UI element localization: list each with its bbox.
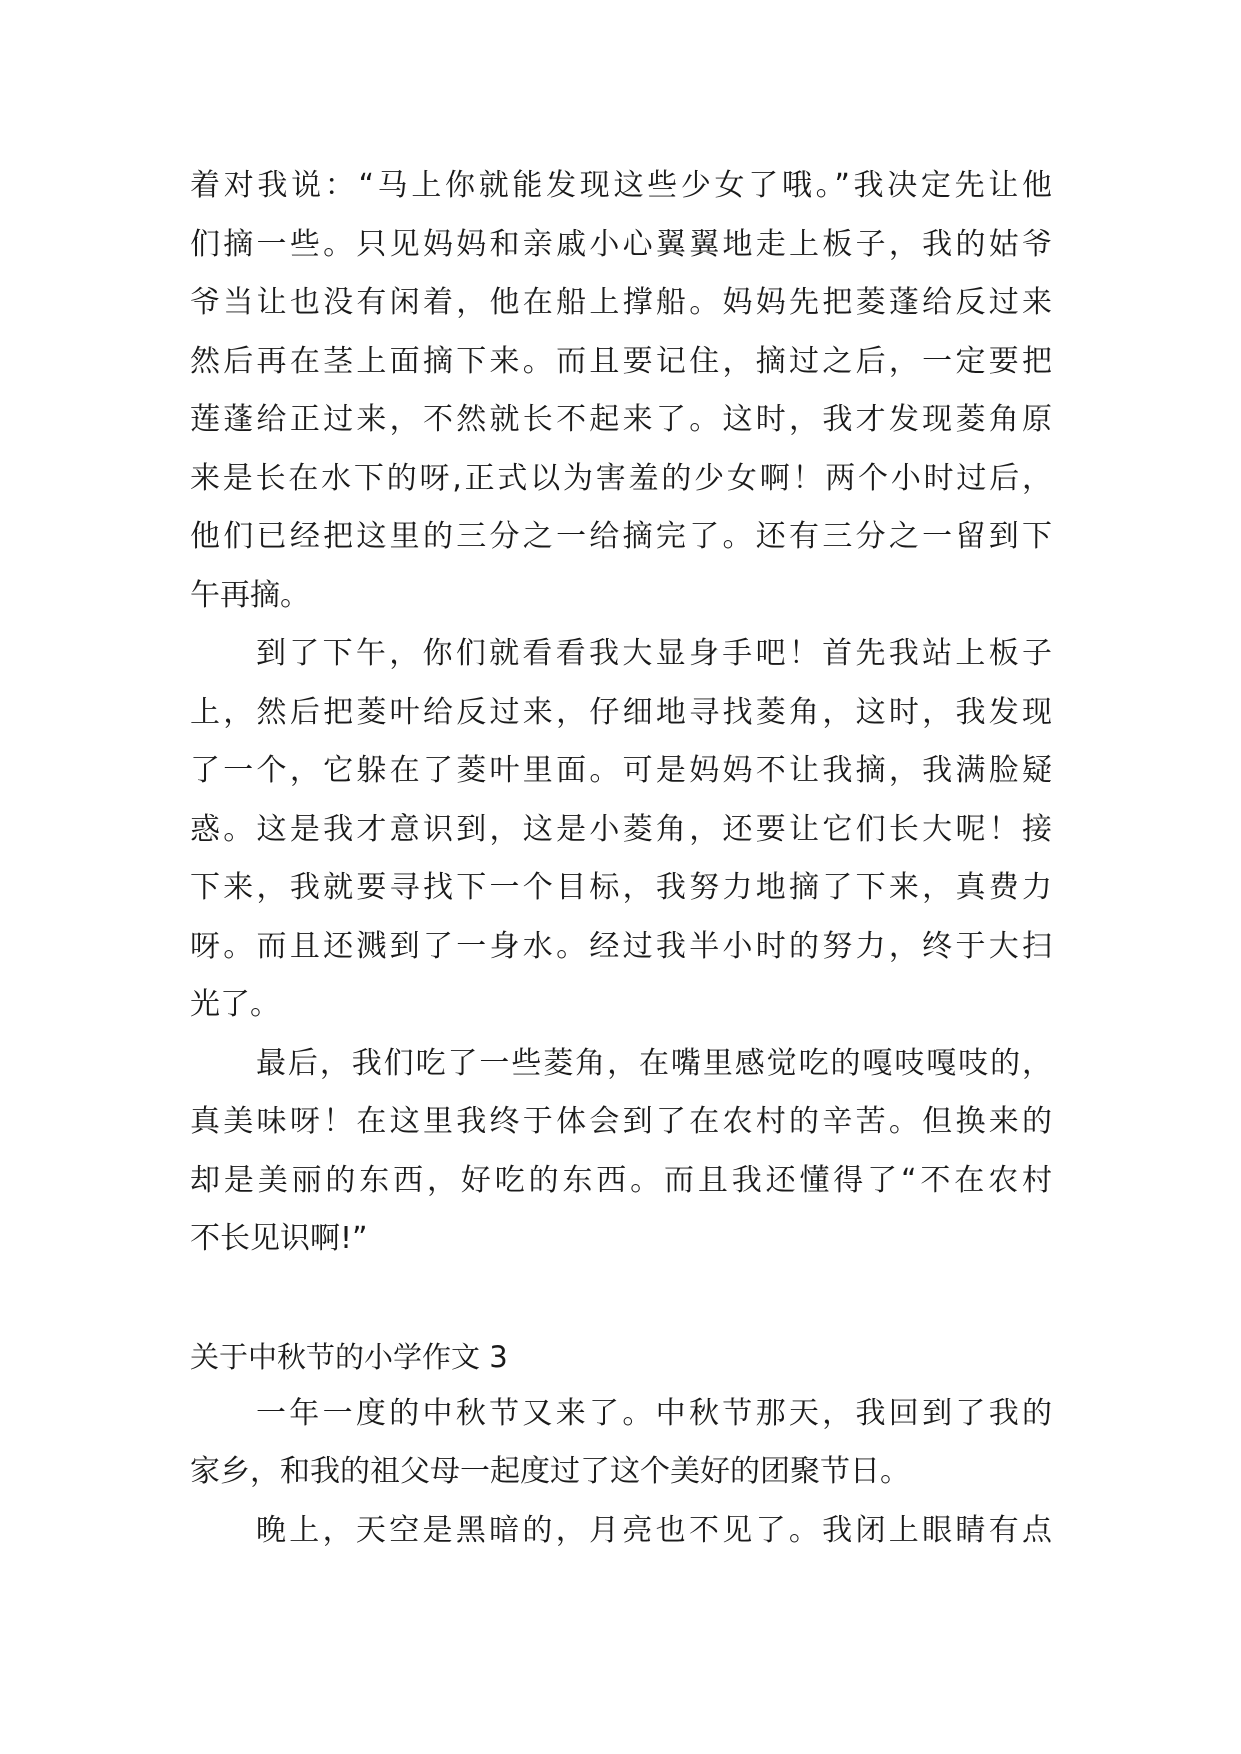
section-spacer — [190, 1269, 1052, 1329]
text-line: 下来，我就要寻找下一个目标，我努力地摘了下来，真费力 — [190, 870, 1052, 905]
text-line: 他们已经把这里的三分之一给摘完了。还有三分之一留到下 — [190, 519, 1052, 554]
text-line: 呀。而且还溅到了一身水。经过我半小时的努力，终于大扫 — [190, 928, 1052, 964]
text-line: 却是美丽的东西，好吃的东西。而且我还懂得了“不在农村 — [190, 1162, 1052, 1198]
text-line: 惑。这是我才意识到，这是小菱角，还要让它们长大呢！接 — [190, 811, 1052, 847]
text-line: 然后再在茎上面摘下来。而且要记住，摘过之后，一定要把 — [190, 343, 1052, 379]
text-line: 到了下午，你们就看看我大显身手吧！首先我站上板子 — [256, 636, 1052, 671]
text-line: 家乡，和我的祖父母一起度过了这个美好的团聚节日。 — [190, 1454, 910, 1489]
text-line: 莲蓬给正过来，不然就长不起来了。这时，我才发现菱角原 — [190, 402, 1052, 437]
paragraph — [190, 1502, 1052, 1561]
text-line: 真美味呀！在这里我终于体会到了在农村的辛苦。但换来的 — [190, 1104, 1052, 1139]
text-line: 午再摘。 — [190, 577, 310, 613]
paragraph — [190, 1385, 1052, 1502]
text-line: 了一个，它躲在了菱叶里面。可是妈妈不让我摘，我满脸疑 — [190, 753, 1052, 788]
text-line: 最后，我们吃了一些菱角，在嘴里感觉吃的嘎吱嘎吱的， — [256, 1045, 1052, 1081]
text-line: 上，然后把菱叶给反过来，仔细地寻找菱角，这时，我发现 — [190, 694, 1052, 730]
text-line: 光了。 — [190, 987, 280, 1022]
text-line: 不长见识啊!” — [190, 1221, 368, 1256]
text-line: 晚上，天空是黑暗的，月亮也不见了。我闭上眼睛有点 — [256, 1512, 1052, 1548]
text-line: 爷当让也没有闲着，他在船上撑船。妈妈先把菱蓬给反过来 — [190, 285, 1052, 320]
document-body — [190, 157, 1052, 1560]
paragraph — [190, 1035, 1052, 1269]
text-line: 们摘一些。只见妈妈和亲戚小心翼翼地走上板子，我的姑爷 — [190, 226, 1052, 262]
text-line: 来是长在水下的呀,正式以为害羞的少女啊！两个小时过后， — [190, 460, 1052, 496]
section-heading: 关于中秋节的小学作文 3 — [190, 1339, 508, 1374]
text-line: 一年一度的中秋节又来了。中秋节那天，我回到了我的 — [256, 1395, 1052, 1431]
text-line: 着对我说：“马上你就能发现这些少女了哦。”我决定先让他 — [190, 168, 1052, 203]
paragraph — [190, 157, 1052, 625]
paragraph — [190, 625, 1052, 1035]
